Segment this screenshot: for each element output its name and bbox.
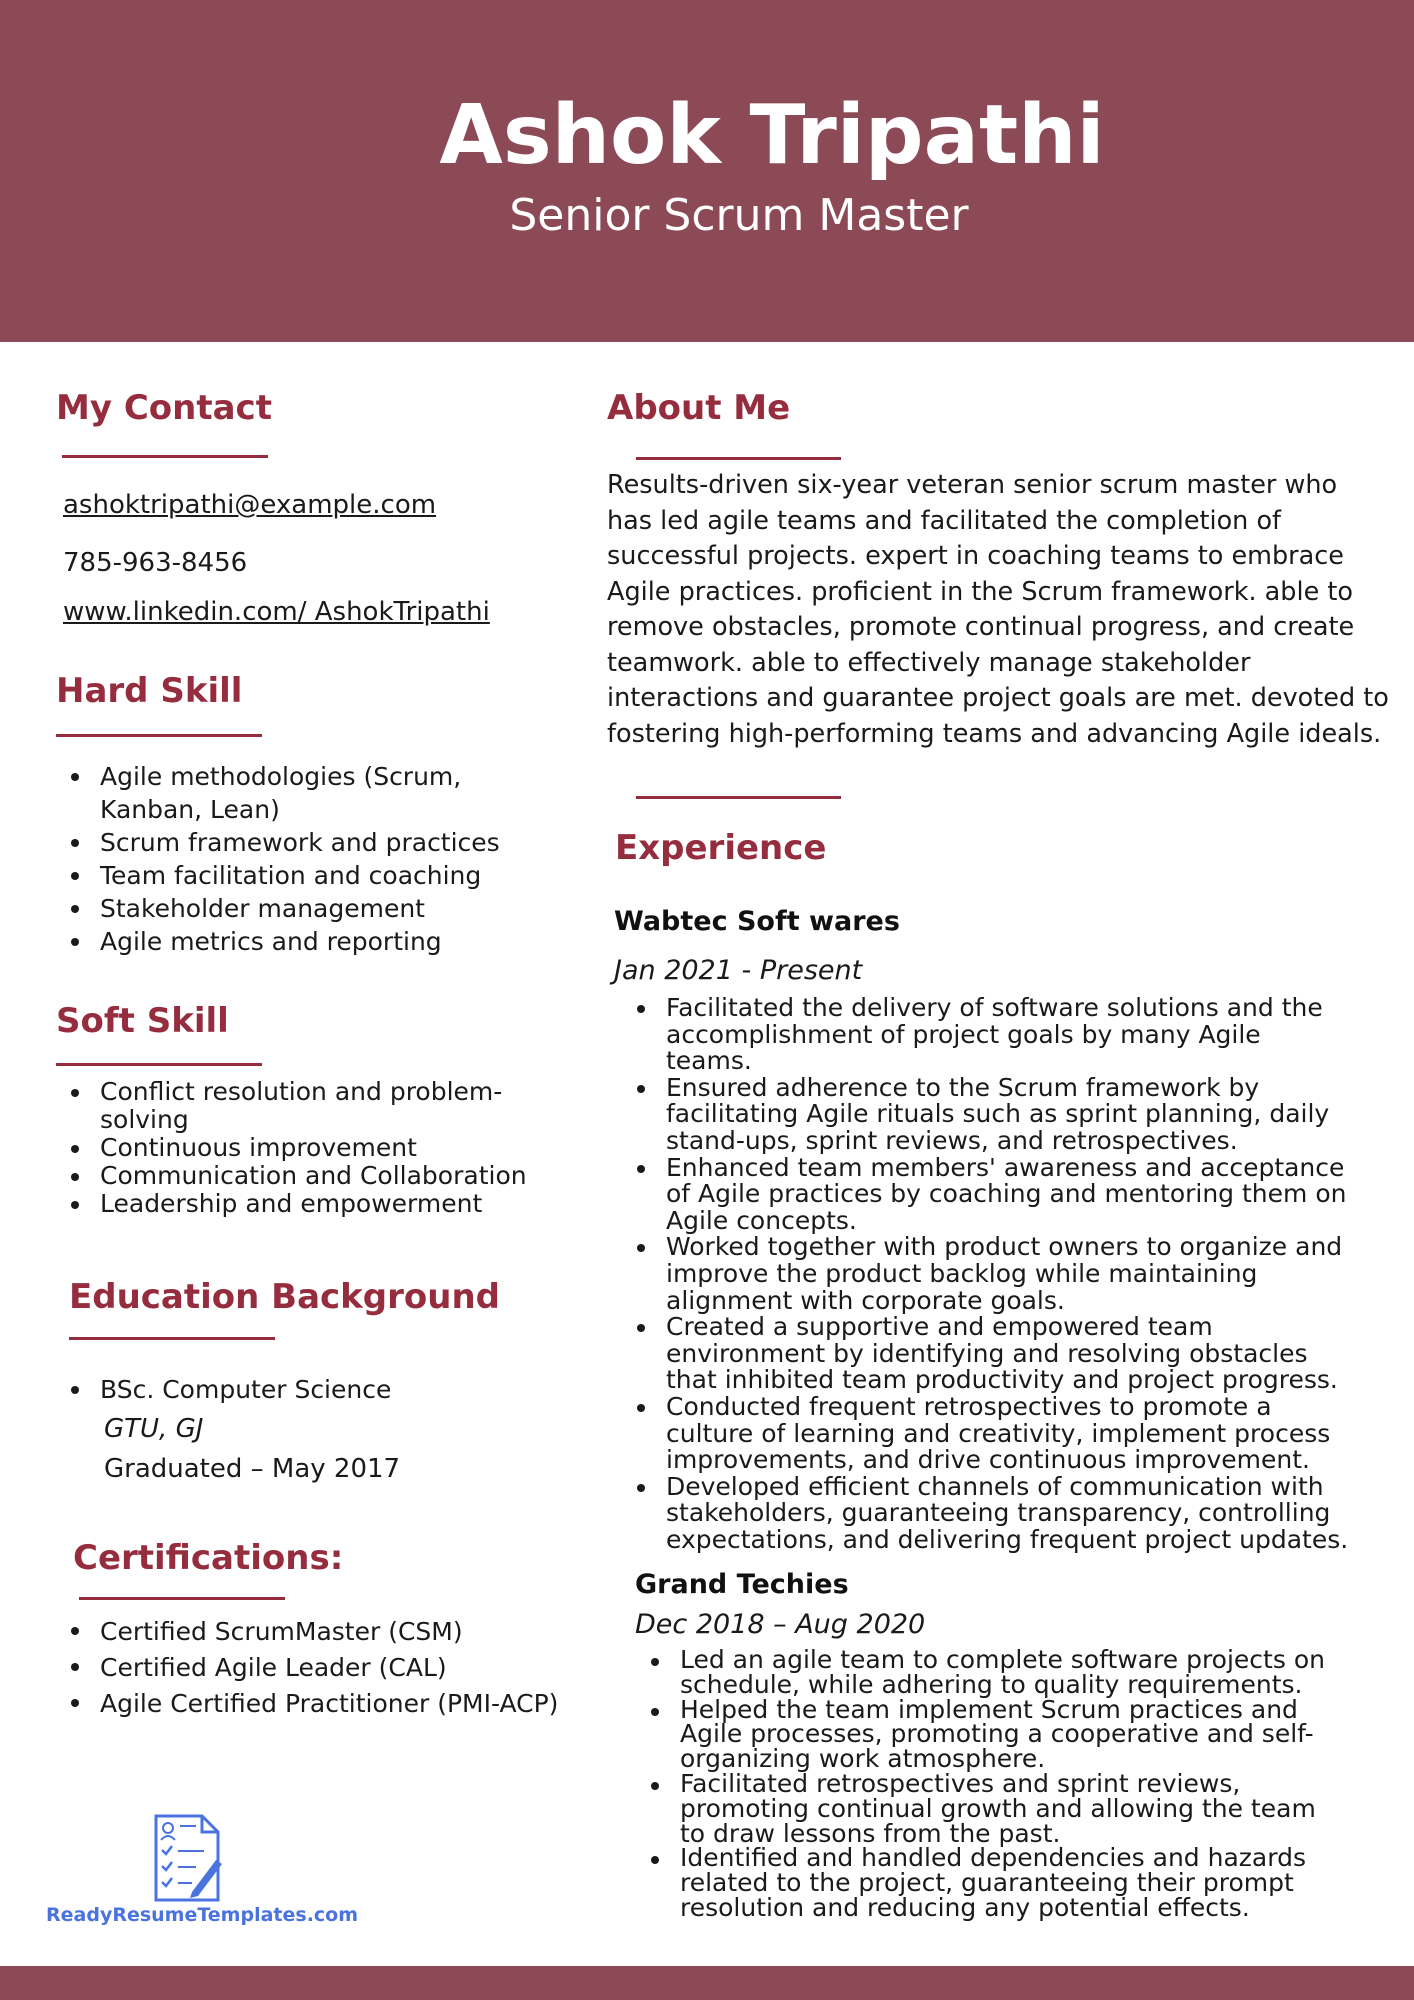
list-item: Agile methodologies (Scrum, [58, 760, 558, 793]
contact-divider [62, 455, 268, 458]
duty-line: improvements, and drive continuous improvement. [666, 1445, 1310, 1475]
footer-bar [0, 1966, 1414, 2000]
duty-line: promoting continual growth and allowing the team [680, 1793, 1316, 1823]
duty-line: Ensured adherence to the Scrum framework by [666, 1072, 1260, 1102]
job-dates: Dec 2018 – Aug 2020 [635, 1609, 926, 1640]
hard-skill-list [58, 760, 558, 958]
duty-line: environment by identifying and resolving obstacles [666, 1338, 1308, 1368]
list-item: Scrum framework and practices [58, 826, 558, 859]
list-item [638, 1768, 1398, 1848]
soft-skill-heading: Soft Skill [56, 1001, 229, 1041]
list-item: Communication and Collaboration [58, 1162, 578, 1190]
duty-line: Agile concepts. [666, 1205, 857, 1235]
about-text: Results-driven six-year veteran senior scrum master who has led agile teams and facilitated the completion of successful projects. expert in coaching teams to embrace Agile practices. proficient in the Scrum framework. able to remove obstacles, promote continual progress, and create teamwork. able to effectively manage stakeholder interactions and guarantee project goals are met. devoted to fostering high-performing teams and advancing Agile ideals. [607, 470, 1389, 749]
list-item [624, 1152, 1394, 1235]
school: GTU, GJ [104, 1414, 204, 1444]
experience-top-divider [636, 796, 841, 799]
duty-line: stand-ups, sprint reviews, and retrospectives. [666, 1125, 1238, 1155]
certifications-heading: Certifications: [73, 1538, 344, 1578]
duty-line: Facilitated the delivery of software solutions and the [666, 993, 1323, 1022]
list-item [624, 995, 1394, 1075]
soft-skill-divider [56, 1063, 262, 1066]
list-item: Agile metrics and reporting [58, 925, 558, 958]
graduation-date: Graduated – May 2017 [104, 1454, 401, 1484]
duty-line: culture of learning and creativity, implement process [666, 1418, 1331, 1448]
certifications-list [58, 1614, 598, 1722]
contact-heading: My Contact [56, 388, 272, 428]
duty-line: Facilitated retrospectives and sprint reviews, [680, 1768, 1241, 1798]
list-item: Agile Certified Practitioner (PMI-ACP) [58, 1686, 598, 1722]
resume-document-icon [152, 1814, 222, 1902]
duty-line: expectations, and delivering frequent project updates. [666, 1524, 1349, 1554]
degree: BSc. Computer Science [58, 1373, 558, 1406]
list-item: Team facilitation and coaching [58, 859, 558, 892]
phone-number: 785-963-8456 [63, 548, 248, 578]
list-item: Conflict resolution and problem- [58, 1078, 578, 1106]
duty-line: Identified and handled dependencies and hazards [680, 1843, 1306, 1873]
candidate-title: Senior Scrum Master [509, 190, 969, 241]
company-name: Wabtec Soft wares [614, 906, 900, 937]
job-duties-list [624, 995, 1394, 1553]
list-item [624, 1471, 1394, 1554]
duty-line: Helped the team implement Scrum practices and [680, 1694, 1298, 1724]
list-item [638, 1694, 1398, 1774]
education-divider [69, 1337, 275, 1340]
duty-line: resolution and reducing any potential effects. [680, 1892, 1250, 1922]
list-item [638, 1843, 1398, 1922]
site-brand-text: ReadyResumeTemplates.com [46, 1904, 359, 1926]
list-item: Certified ScrumMaster (CSM) [58, 1614, 598, 1650]
duty-line: stakeholders, guaranteeing transparency, controlling [666, 1498, 1331, 1528]
soft-skill-list [58, 1078, 578, 1218]
duty-line: of Agile practices by coaching and mentoring them on [666, 1179, 1347, 1209]
experience-heading: Experience [615, 828, 827, 868]
hard-skill-heading: Hard Skill [56, 671, 243, 711]
list-item: solving [100, 1105, 189, 1134]
duty-line: Enhanced team members' awareness and acceptance [666, 1152, 1345, 1182]
duty-line: Agile processes, promoting a cooperative and self- [680, 1719, 1314, 1749]
list-item: Continuous improvement [58, 1134, 578, 1162]
about-divider [636, 457, 841, 460]
list-item [624, 1072, 1394, 1155]
certifications-divider [79, 1597, 285, 1600]
duty-line: Led an agile team to complete software projects on [680, 1645, 1325, 1674]
duty-line: related to the project, guaranteeing their prompt [680, 1868, 1294, 1898]
duty-line: schedule, while adhering to quality requirements. [680, 1669, 1303, 1699]
duty-line: Conducted frequent retrospectives to promote a [666, 1391, 1272, 1421]
list-item: Leadership and empowerment [58, 1190, 578, 1218]
education-heading: Education Background [69, 1277, 501, 1317]
list-item [638, 1645, 1398, 1699]
education-list [58, 1373, 558, 1406]
duty-line: organizing work atmosphere. [680, 1744, 1046, 1774]
list-item: Kanban, Lean) [100, 795, 280, 824]
list-item [624, 1234, 1394, 1314]
about-heading: About Me [607, 388, 791, 428]
linkedin-link[interactable]: www.linkedin.com/ AshokTripathi [63, 597, 490, 627]
duty-line: Developed efficient channels of communication with [666, 1471, 1324, 1501]
duty-line: alignment with corporate goals. [666, 1285, 1065, 1315]
list-item [624, 1314, 1394, 1394]
duty-line: facilitating Agile rituals such as sprint planning, daily [666, 1099, 1330, 1129]
job-dates: Jan 2021 - Present [614, 955, 863, 986]
duty-line: Worked together with product owners to organize and [666, 1232, 1343, 1262]
duty-line: improve the product backlog while maintaining [666, 1258, 1258, 1288]
duty-line: that inhibited team productivity and project progress. [666, 1365, 1338, 1395]
duty-line: accomplishment of project goals by many Agile [666, 1019, 1261, 1049]
list-item [624, 1391, 1394, 1475]
list-item: Certified Agile Leader (CAL) [58, 1650, 598, 1686]
duty-line: Created a supportive and empowered team [666, 1312, 1213, 1342]
duty-line: to draw lessons from the past. [680, 1818, 1061, 1848]
candidate-name: Ashok Tripathi [439, 88, 1105, 183]
duty-line: teams. [666, 1046, 752, 1076]
job-duties-list [638, 1645, 1398, 1922]
hard-skill-divider [56, 734, 262, 737]
company-name: Grand Techies [635, 1569, 849, 1600]
email-link[interactable]: ashoktripathi@example.com [63, 490, 437, 520]
list-item: Stakeholder management [58, 892, 558, 925]
